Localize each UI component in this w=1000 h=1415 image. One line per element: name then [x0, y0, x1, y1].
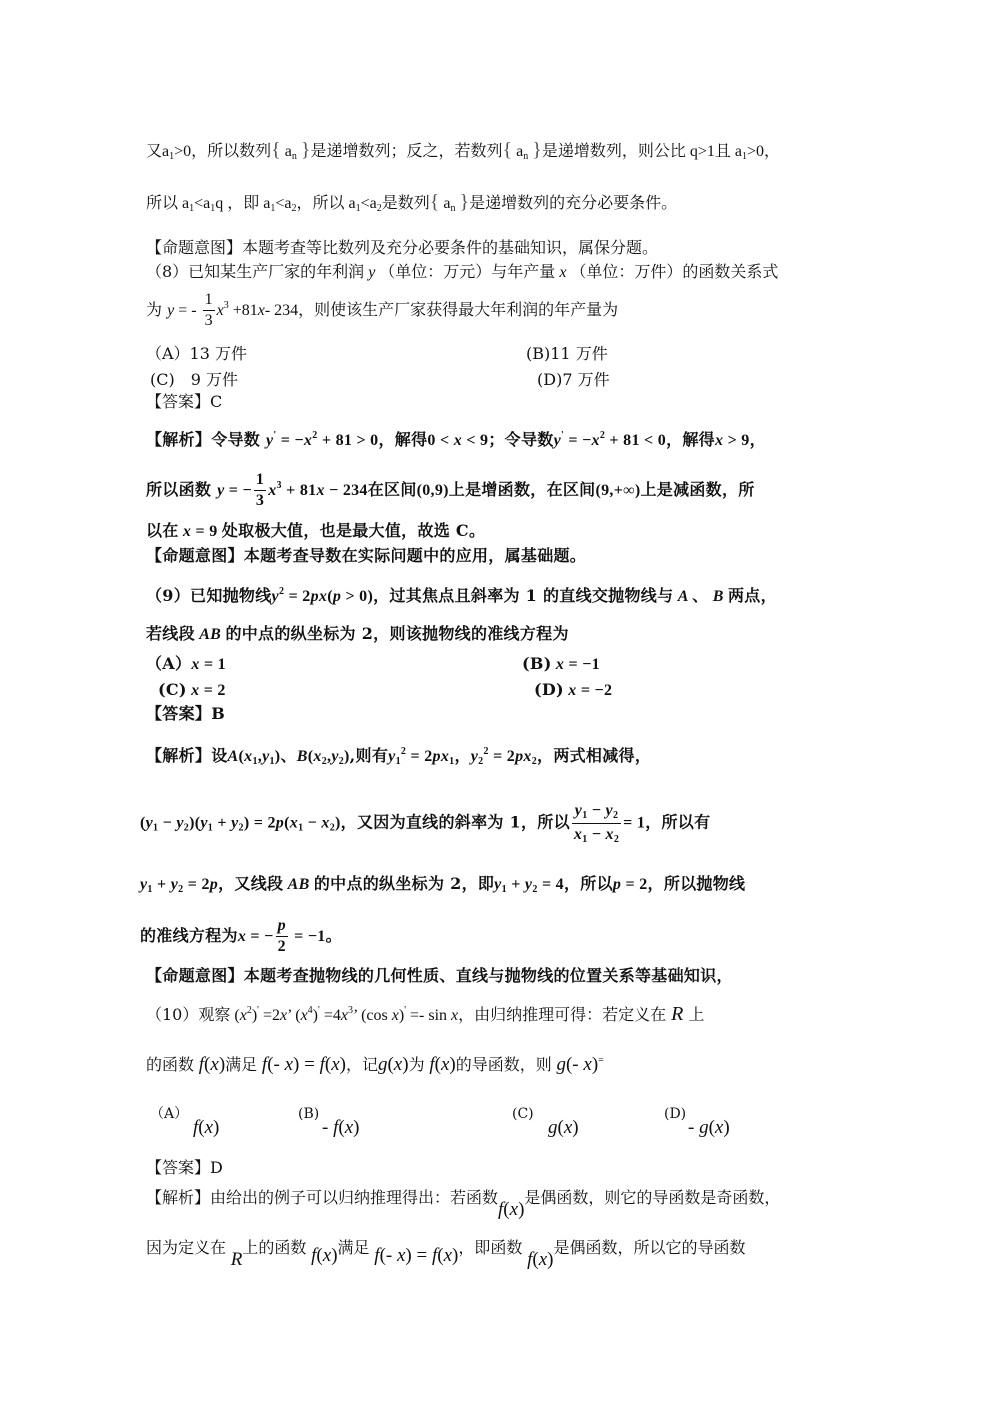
text-fragment: （10）观察 — [146, 1005, 231, 1024]
option-c: g(x) — [548, 1117, 579, 1138]
intent-line: 【命题意图】本题考查导数在实际问题中的应用，属基础题。 — [146, 546, 587, 565]
option-c: (C) x = 2 — [158, 680, 226, 699]
text-fragment: ，则使该生产厂家获得最大年利润的年产量为 — [298, 300, 619, 319]
text-fragment: 所以函数 — [146, 480, 212, 499]
solution-line: 以在 x = 9 处取极大值，也是最大值，故选 C。 — [146, 521, 486, 540]
option-b: - f(x) — [322, 1117, 360, 1138]
q9-stem-line: （9）已知抛物线$y^2 = 2px(p > 0)$，过其焦点且斜率为 1 的直线交抛物线与 A 、 B 两点， — [146, 586, 777, 605]
text-fragment: 在区间 — [367, 480, 417, 499]
text-fragment: ,则有 — [349, 746, 389, 765]
text-fragment: 【解析】由给出的例子可以归纳推理得出：若函数 — [146, 1188, 499, 1207]
solution-line: 所以函数 y = − $\frac{1}{3}$ $x^3 + 81x - 234$在区间(0,9)上是增函数，在区间(9,+∞)上是减函数，所 — [146, 471, 755, 509]
text-fragment: ，又线段 — [218, 874, 284, 893]
text-fragment: ，过其焦点且斜率为 1 的直线交抛物线与 — [373, 586, 674, 605]
text-fragment: 的中点的纵坐标为 2，则该抛物线的准线方程为 — [225, 624, 569, 643]
text-fragment: （8）已知某生产厂家的年利润 — [146, 262, 365, 281]
text-fragment: （单位：万件）的函数关系式 — [570, 262, 779, 281]
text-fragment: 上 — [688, 1005, 705, 1024]
option-c-label: (C) — [512, 1106, 534, 1122]
text-fragment: (C) — [158, 680, 187, 699]
q10-stem-line: 的函数 f(x)满足 f(- x) = f(x)，记g(x)为 f(x)的导函数，则 g(- x)= — [146, 1054, 604, 1075]
intent-line: 【命题意图】本题考查抛物线的几何性质、直线与抛物线的位置关系等基础知识， — [146, 966, 733, 985]
text-fragment: （9）已知抛物线 — [146, 586, 272, 605]
q10-stem-line: （10）观察 $(x^2)' =2x$’ $(x^4)' =4x^3$’ (cos x)' =- sin x，由归纳推理可得：若定义在 R 上 — [146, 1003, 705, 1025]
text-fragment: （A） — [146, 654, 192, 673]
text-fragment: 、 — [692, 586, 709, 605]
option-a-label: （A） — [150, 1106, 189, 1122]
text-fragment: 若线段 — [146, 624, 195, 643]
text-fragment: 满足 — [337, 1238, 370, 1257]
text-fragment: ，所以 — [563, 874, 613, 893]
text-fragment: ，解得 — [666, 430, 715, 449]
text-fragment: 是数列 — [381, 193, 430, 212]
text-fragment: ，所以抛物线 — [647, 874, 746, 893]
text-fragment: ，又因为直线的斜率为 1，所以 — [340, 812, 570, 832]
text-fragment: ， — [764, 141, 781, 160]
text-fragment: 的函数 — [146, 1055, 195, 1074]
text-fragment: ，两式相减得， — [537, 746, 652, 765]
intent-line: 【命题意图】本题考查等比数列及充分必要条件的基础知识，属保分题。 — [146, 238, 659, 257]
option-a: （A）13 万件 — [146, 344, 248, 363]
option-b: (B) x = −1 — [522, 654, 600, 673]
text-fragment: 上是增函数，在区间 — [448, 480, 596, 499]
text-fragment: （单位：万元）与年产量 — [379, 262, 556, 281]
text-fragment: ，解得 — [378, 430, 428, 449]
text-fragment: (D) — [534, 680, 564, 699]
option-b: (B)11 万件 — [526, 344, 608, 363]
text-fragment: ，所以有 — [645, 812, 711, 832]
text-fragment: 、 — [280, 746, 297, 765]
option-d: (D) x = −2 — [534, 680, 613, 699]
solution-line: 【解析】令导数 $y' = -x^2 + 81 > 0$，解得0 < x < 9；令导数$y' = -x^2 + 81 < 0$，解得x > 9， — [146, 430, 766, 449]
text-fragment: ；令导数 — [488, 430, 554, 449]
text-fragment: 上是减函数，所 — [640, 480, 755, 499]
option-b-label: (B) — [298, 1106, 320, 1122]
solution-line: $(y_1 - y_2)(y_1 + y_2) = 2p(x_1 - x_2)$，又因为直线的斜率为 1，所以 $\frac{y_1 - y_2}{x_1 - x_2}$ = 1，所以有 — [140, 802, 711, 845]
text-fragment: 是递增数列，则公比 — [541, 141, 686, 160]
text-fragment: ，即 — [227, 193, 260, 212]
option-d: - g(x) — [688, 1117, 730, 1138]
solution-line: 【解析】由给出的例子可以归纳推理得出：若函数f(x)是偶函数，则它的导函数是奇函数， — [146, 1188, 781, 1220]
text-fragment: ，记 — [345, 1055, 378, 1074]
option-a: f(x) — [193, 1117, 220, 1138]
text-fragment: 处取极大值，也是最大值，故选 C。 — [221, 521, 486, 540]
solution-line: 因为定义在 R上的函数 f(x)满足 f(- x) = f(x)，即函数 f(x)是偶函数，所以它的导函数 — [146, 1238, 746, 1270]
option-c: (C) 9 万件 — [150, 370, 238, 389]
solution-line: $y_1 + y_2 = 2p$，又线段 AB 的中点的纵坐标为 2，即$y_1 + y_2 = 4$，所以p = 2，所以抛物线 — [140, 874, 746, 895]
text-fragment: 满足 — [225, 1055, 258, 1074]
text-fragment: 是偶函数，所以它的导函数 — [553, 1238, 746, 1257]
text-fragment: 。 — [325, 926, 342, 945]
option-d: (D)7 万件 — [537, 370, 610, 389]
answer-line: 【答案】B — [146, 704, 226, 723]
text-fragment: 以在 — [146, 521, 179, 540]
text-fragment: 是偶函数，则它的导函数是奇函数， — [524, 1188, 781, 1207]
q8-stem-line: （8）已知某生产厂家的年利润 y （单位：万元）与年产量 x （单位：万件）的函数关系式 — [146, 262, 779, 281]
text-fragment: 的导函数，则 — [455, 1055, 552, 1074]
text-fragment: 又 — [146, 141, 163, 160]
option-d-label: (D) — [664, 1106, 687, 1122]
solution-line: 的准线方程为x = − $\frac{p}{2}$ = −1。 — [140, 917, 342, 955]
text-fragment: (B) — [522, 654, 552, 673]
text-fragment: ，所以 — [296, 193, 345, 212]
text-fragment: ，由归纳推理可得：若定义在 — [458, 1005, 667, 1024]
text-fragment: 【解析】令导数 — [146, 430, 261, 449]
text-line: 所以 $a_1<a_1q$ ，即 $a_1<a_2$，所以 $a_1<a_2$是数列{ $a_n$ }是递增数列的充分必要条件。 — [146, 191, 678, 214]
text-fragment: 上的函数 — [242, 1238, 307, 1257]
solution-line: 【解析】设$A(x_1,y_1)$、$B(x_2,y_2)$,则有$y_1^2 = 2px_1$，$y_2^2 = 2px_2$，两式相减得， — [146, 746, 652, 767]
answer-line: 【答案】D — [146, 1158, 223, 1177]
text-fragment: 【解析】设 — [146, 746, 228, 765]
text-fragment: 为 — [408, 1055, 425, 1074]
text-fragment: 是递增数列的充分必要条件。 — [469, 193, 678, 212]
text-fragment: ，所以数列 — [191, 141, 272, 160]
text-fragment: 是递增数列；反之，若数列 — [310, 141, 503, 160]
text-fragment: ，即函数 — [458, 1238, 523, 1257]
answer-line: 【答案】C — [146, 392, 223, 411]
text-fragment: 且 — [714, 141, 731, 160]
text-fragment: 的中点的纵坐标为 2，即 — [313, 874, 495, 893]
text-fragment: 所以 — [146, 193, 179, 212]
option-a: （A）x = 1 — [146, 654, 226, 673]
text-fragment: 为 — [146, 300, 163, 319]
text-line: 又$a_1>0$，所以数列{ $a_n$ }是递增数列；反之，若数列{ $a_n$ }是递增数列，则公比 q>1且 $a_1>0$， — [146, 139, 781, 162]
q8-formula-line: 为 y = - $\frac{1}{3}$ $x^3 +81x-$ 234，则使该生产厂家获得最大年利润的年产量为 — [146, 291, 619, 329]
text-fragment: 的准线方程为 — [140, 926, 238, 945]
text-fragment: 因为定义在 — [146, 1238, 227, 1257]
text-fragment: 两点， — [727, 586, 777, 605]
q9-stem-line: 若线段 AB 的中点的纵坐标为 2，则该抛物线的准线方程为 — [146, 624, 569, 643]
